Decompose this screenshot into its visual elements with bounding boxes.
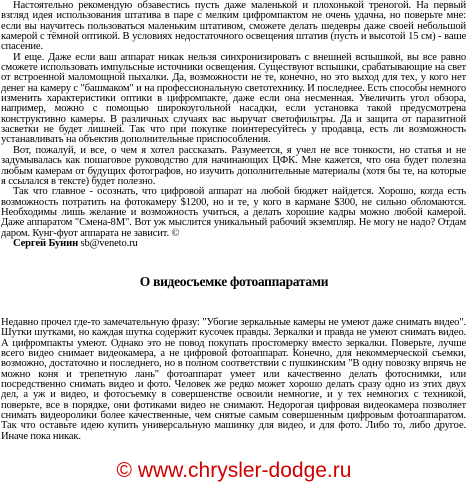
section-heading: О видеосъемке фотоаппаратами xyxy=(139,274,329,289)
author-email[interactable]: sb@veneto.ru xyxy=(78,237,138,249)
author-signature xyxy=(1,239,466,249)
article-top xyxy=(1,1,466,249)
article-bottom xyxy=(1,318,466,442)
paragraph-conclusion: Вот, пожалуй, и все, о чем я хотел рассказать. Разумеется, я учел не все тонкости, но статья и не задумывалась как пошаговое руководство для начинающих ЦФК. Мне кажется, что она будет полезна любым камерам от будущих фотографов, но изучить дополнительные материалы (хотя бы те, на которые я ссылался в тексте) будет полезно. xyxy=(1,144,466,187)
paragraph-tripod: Настоятельно рекомендую обзавестись пусть даже маленькой и плохонькой треногой. На первый взгляд идея использования штатива в паре с мелким цифромпактом не очень удачна, но поверьте мне: если вы научитесь пользоваться маленьким штативом, сможете делать шедевры даже своей небольшой камерой с тёмной оптикой. В условиях недостаточного освещения штатив (пусть и высотой 15 см) - ваше спасение. xyxy=(1,0,466,53)
paragraph-budget: Так что главное - осознать, что цифровой аппарат на любой бюджет найдется. Хорошо, когда есть возможность потратить на фотокамеру $1200, но и те, у кого в кармане $300, не сильно обломаются. Необходимы лишь желание и возможность учиться, а делать хорошие кадры можно любой камерой. Даже аппаратом "Смена-8М". Вот уж мыслится уникальный рабочий экземпляр. Не могу не надо? Отдам даром. Кунг-фуот аппарата не зависит. © xyxy=(1,186,466,239)
site-watermark: © www.chrysler-dodge.ru xyxy=(116,459,352,482)
paragraph-flash: И еще. Даже если ваш аппарат никак нельзя синхронизировать с внешней вспышкой, вы все равно сможете использовать импульсные источники освещения. Существуют вспышки, срабатывающие на свет от встроенной маломощной пыхалки. Да, возможности не те, конечно, но это выход для тех, у кого нет денег на камеру с "башмаком" и на профессиональную светотехнику. И последнее. Есть способы немного изменить характеристики оптики в цифромпакте, даже если она несменная. Увеличить угол обзора, например, можно с помощью широкоугольной насадки, если установка такой предусмотрена конструктивно камеры. В различных случаях вас выручат светофильтры. Да и защита от паразитной засветки не будет лишней. Так что при покупке поинтересуйтесь у продавца, есть ли возможность устанавливать на объектив дополнительные приспособления. xyxy=(1,51,466,146)
paragraph-video: Недавно прочел где-то замечательную фразу: "Убогие зеркальные камеры не умеют даже снимать видео". Шутки шутками, но каждая шутка содержит кусочек правды. Зеркалки и правда не умеют снимать видео. А цифромпакты умеют. Однако это не повод покупать простомерку вместо зеркалки. Поверьте, лучше всего видео снимает видеокамера, а не цифровой фотоаппарат. Конечно, для некоммерческой съемки, возможно, достаточно и последнего, но в полном соответствии с пушкинским "В одну повозку впрячь не можно коня и трепетную лань" фотоаппарат умеет или качественно делать фотоснимки, или посредственно снимать видео и фото. Человек же редко может хорошо делать сразу одно из этих двух дел, а уж и видео, и фотосъемку в совершенстве освоили немногие, и у тех немногих с техникой, поверьте, все в порядке, они фотиками видео не снимают. Недорогая цифровая видеокамера позволяет снимать видеоролики более качественные, чем снятые самым совершенным цифровым фотоаппаратом. Так что оставьте идею купить универсальную машинку для видео, и для фото. Либо то, либо другое. Иначе пока никак. xyxy=(1,317,466,442)
author-name: Сергей Бунин xyxy=(13,237,79,249)
